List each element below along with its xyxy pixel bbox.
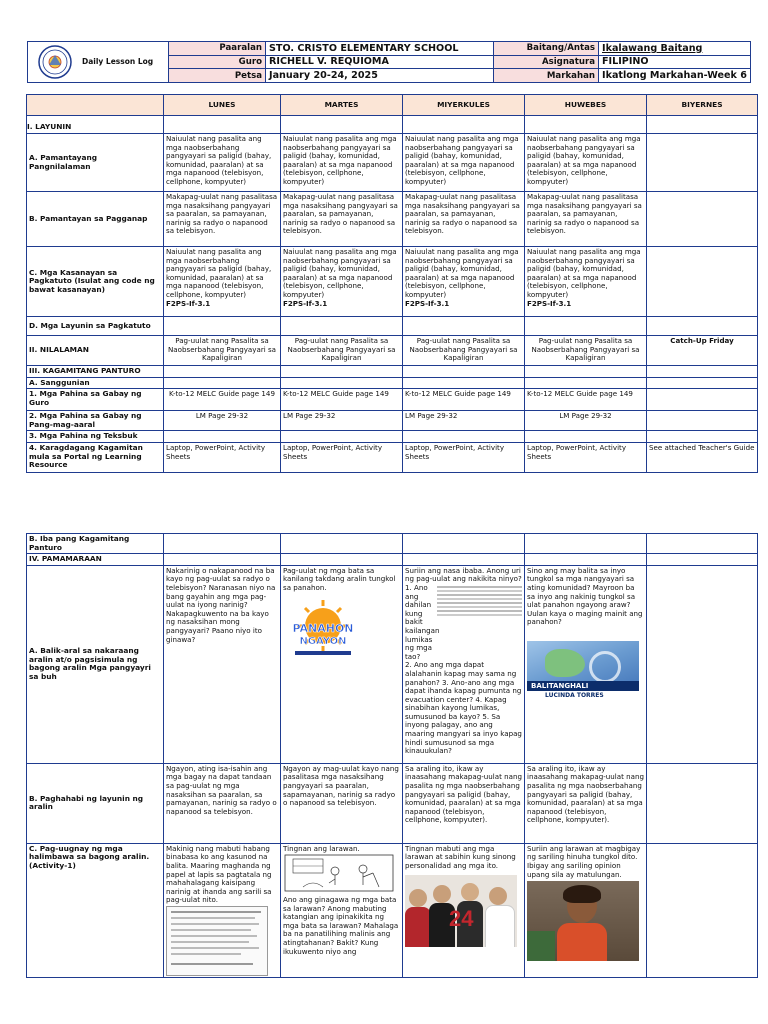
cell-paghahabi-miyerkules: Sa araling ito, ikaw ay inaasahang makapag-uulat nang pasalita ng mga naobserbahang pangyayari sa paligid (bahay, komunidad, paaralan) at sa mga napanood (telebisyon, cellphone, kompyuter). <box>403 763 525 843</box>
row-label-gabay-aaral: 2. Mga Pahina sa Gabay ng Pang-mag-aaral <box>27 411 164 431</box>
row-label-sanggunian: A. Sanggunian <box>27 377 164 389</box>
school-name: STO. CRISTO ELEMENTARY SCHOOL <box>266 42 494 56</box>
markahan-label: Markahan <box>494 69 599 83</box>
row-label-layunin-d: D. Mga Layunin sa Pagkatuto <box>27 317 164 336</box>
teacher-name: RICHELL V. REQUIOMA <box>266 55 494 69</box>
day-header-miyerkules: MIYERKULES <box>403 95 525 116</box>
row-label-pagganap: B. Pamantayan sa Pagganap <box>27 192 164 247</box>
competency-code: F2PS-If-3.1 <box>527 298 572 308</box>
cell-balik-lunes: Nakarinig o nakapanood na ba kayo ng pag-uulat sa radyo o telebisyon? Naranasan niyo na bang gayahin ang mga pag-uulat na iyong narinig? Nakapagkuwento na ba kayo ng nasaksihan mong pangyayari? Paano niyo ito ginawa? <box>164 565 281 763</box>
lesson-table-page1 <box>26 94 758 473</box>
lesson-table-page2 <box>26 533 758 978</box>
document-title: Daily Lesson Log <box>82 57 154 66</box>
logo-text-panahon: PANAHON <box>292 621 354 635</box>
paaralan-label: Paaralan <box>169 42 266 56</box>
cell-pag-uugnay-martes: Tingnan ang larawan. Ano ang ginagawa ng mga bata sa larawan? Anong mabuting katangian ang ipinakikita ng mga bata sa larawan? Mahalaga ba na panatilihing malinis ang atingtahanan? Bakit? Kung ikukuwento niyo ang <box>281 843 403 977</box>
cell-nilalaman-miyerkules: Pag-uulat nang Pasalita sa Naobserbahang Pangyayari sa Kapaligiran <box>403 336 525 366</box>
row-label-nilalaman: II. NILALAMAN <box>27 336 164 366</box>
cell-gabay-aaral-martes: LM Page 29-32 <box>281 411 403 431</box>
cell-see-attached: See attached Teacher's Guide <box>647 442 758 472</box>
cell-nilalaman-lunes: Pag-uulat nang Pasalita sa Naobserbahang Pangyayari sa Kapaligiran <box>164 336 281 366</box>
baitang-label: Baitang/Antas <box>494 42 599 56</box>
cell-pagganap-miyerkules: Makapag-uulat nang pasalitasa mga nasaksihang pangyayari sa paaralan, sa pamayanan, narinig sa radyo o napanood sa telebisyon. <box>403 192 525 247</box>
weather-news-screenshot: BALITANGHALI LUCINDA TORRES <box>527 641 639 701</box>
cell-karagdagang-miyerkules: Laptop, PowerPoint, Activity Sheets <box>403 442 525 472</box>
date-range: January 20-24, 2025 <box>266 69 494 83</box>
quarter-week: Ikatlong Markahan-Week 6 <box>599 69 751 83</box>
cell-kasanayan-lunes: Naiuulat nang pasalita ang mga naobserbahang pangyayari sa paligid (bahay, komunidad, paaralan) at sa mga napanood (telebisyon, cellphone, kompyuter) F2PS-If-3.1 <box>164 247 281 317</box>
cell-pag-uugnay-miyerkules: Tingnan mabuti ang mga larawan at sabihin kung sinong personalidad ang mga ito. 24 <box>403 843 525 977</box>
row-label-kasanayan: C. Mga Kasanayan sa Pagkatuto (Isulat ang code ng bawat kasanayan) <box>27 247 164 317</box>
cell-gabay-aaral-huwebes: LM Page 29-32 <box>525 411 647 431</box>
section-layunin: I. LAYUNIN <box>27 116 164 134</box>
cell-pamantayang-martes: Naiuulat nang pasalita ang mga naobserbahang pangyayari sa paligid (bahay, komunidad, paaralan) at sa mga napanood (telebisyon, cellphone, kompyuter) <box>281 134 403 192</box>
logo-cell <box>27 41 170 83</box>
corner-cell <box>27 95 164 116</box>
cell-gabay-guro-martes: K-to-12 MELC Guide page 149 <box>281 389 403 411</box>
row-label-paghahabi: B. Paghahabi ng layunin ng aralin <box>27 763 164 843</box>
cell-pagganap-martes: Makapag-uulat nang pasalitasa mga nasaksihang pangyayari sa paaralan, sa pamayanan, narinig sa radyo o napanood sa telebisyon. <box>281 192 403 247</box>
worksheet-thumbnail <box>166 906 268 976</box>
row-label-pag-uugnay: C. Pag-uugnay ng mga halimbawa sa bagong aralin. (Activity-1) <box>27 843 164 977</box>
cell-kasanayan-huwebes: Naiuulat nang pasalita ang mga naobserbahang pangyayari sa paligid (bahay, komunidad, paaralan) at sa mga napanood (telebisyon, cellphone, kompyuter) F2PS-If-3.1 <box>525 247 647 317</box>
row-label-karagdagang: 4. Karagdagang Kagamitan mula sa Portal ng Learning Resource <box>27 442 164 472</box>
panahon-ngayon-logo-icon <box>283 596 363 666</box>
cell-gabay-guro-lunes: K-to-12 MELC Guide page 149 <box>164 389 281 411</box>
cell-karagdagang-martes: Laptop, PowerPoint, Activity Sheets <box>281 442 403 472</box>
row-label-teksbuk: 3. Mga Pahina ng Teksbuk <box>27 431 164 443</box>
day-header-lunes: LUNES <box>164 95 281 116</box>
cell-karagdagang-huwebes: Laptop, PowerPoint, Activity Sheets <box>525 442 647 472</box>
children-cleaning-drawing-icon <box>283 853 395 893</box>
news-article-thumbnail <box>435 584 522 661</box>
cell-kasanayan-miyerkules: Naiuulat nang pasalita ang mga naobserbahang pangyayari sa paligid (bahay, komunidad, paaralan) at sa mga napanood (telebisyon, cellphone, kompyuter) F2PS-If-3.1 <box>403 247 525 317</box>
grade-level: Ikalawang Baitang <box>599 42 751 56</box>
child-photo <box>527 881 639 961</box>
row-label-balik-aral: A. Balik-aral sa nakaraang aralin at/o pagsisimula ng bagong aralin Mga pangyayri sa buh <box>27 565 164 763</box>
row-label-pamantayang: A. Pamantayang Pangnilalaman <box>27 134 164 192</box>
cell-pag-uugnay-huwebes: Suriin ang larawan at magbigay ng sariling hinuha tungkol dito. Ibigay ang sariling opinion upang sila ay matulungan. <box>525 843 647 977</box>
logo-text-ngayon: NGAYON <box>299 635 347 647</box>
petsa-label: Petsa <box>169 69 266 83</box>
cell-pagganap-lunes: Makapag-uulat nang pasalitasa mga nasaksihang pangyayari sa paaralan, sa pamayanan, narinig sa radyo o napanood sa telebisyon. <box>164 192 281 247</box>
cell-paghahabi-huwebes: Sa araling ito, ikaw ay inaasahang makapag-uulat nang pasalita ng mga naobserbahang pangyayari sa paligid (bahay, komunidad, paaralan) at sa mga napanood (telebisyon, cellphone, kompyuter). <box>525 763 647 843</box>
subject: FILIPINO <box>599 55 751 69</box>
cell-gabay-aaral-lunes: LM Page 29-32 <box>164 411 281 431</box>
day-header-huwebes: HUWEBES <box>525 95 647 116</box>
cell-pamantayang-huwebes: Naiuulat nang pasalita ang mga naobserbahang pangyayari sa paligid (bahay, komunidad, paaralan) at sa mga napanood (telebisyon, cellphone, kompyuter) <box>525 134 647 192</box>
cell-pamantayang-lunes: Naiuulat nang pasalita ang mga naobserbahang pangyayari sa paligid (bahay, komunidad, paaralan) at sa mga napanood (telebisyon, cellphone, kompyuter) <box>164 134 281 192</box>
day-header-biyernes: BIYERNES <box>647 95 758 116</box>
competency-code: F2PS-If-3.1 <box>283 298 328 308</box>
news-anchors-photo <box>405 875 517 947</box>
row-label-gabay-guro: 1. Mga Pahina sa Gabay ng Guro <box>27 389 164 411</box>
cell-pagganap-huwebes: Makapag-uulat nang pasalitasa mga nasaksihang pangyayari sa paaralan, sa pamayanan, narinig sa radyo o napanood sa telebisyon. <box>525 192 647 247</box>
section-pamamaraan: IV. PAMAMARAAN <box>27 554 164 566</box>
cell-balik-martes: Pag-uulat ng mga bata sa kanilang takdang aralin tungkol sa panahon. PANAHON NGAYON <box>281 565 403 763</box>
cell-pamantayang-miyerkules: Naiuulat nang pasalita ang mga naobserbahang pangyayari sa paligid (bahay, komunidad, paaralan) at sa mga napanood (telebisyon, cellphone, kompyuter) <box>403 134 525 192</box>
deped-seal-icon <box>38 45 72 79</box>
section-kagamitan: III. KAGAMITANG PANTURO <box>27 366 164 378</box>
asignatura-label: Asignatura <box>494 55 599 69</box>
competency-code: F2PS-If-3.1 <box>166 298 211 308</box>
cell-paghahabi-martes: Ngayon ay mag-uulat kayo nang pasalitasa mga nasaksihang pangyayari sa paaralan, sapamayanan, narinig sa radyo o napanood sa telebisyon. <box>281 763 403 843</box>
cell-balik-huwebes: Sino ang may balita sa inyo tungkol sa mga nangyayari sa ating komunidad? Mayroon ba sa inyo ang nakinig tungkol sa ulat panahon ngayong araw? Uulan kaya o maging mainit ang panahon? BALITANGHALI LUCINDA TORRES <box>525 565 647 763</box>
cell-karagdagang-lunes: Laptop, PowerPoint, Activity Sheets <box>164 442 281 472</box>
day-header-martes: MARTES <box>281 95 403 116</box>
logo-24: 24 <box>449 905 474 931</box>
competency-code: F2PS-If-3.1 <box>405 298 450 308</box>
guro-label: Guro <box>169 55 266 69</box>
cell-nilalaman-huwebes: Pag-uulat nang Pasalita sa Naobserbahang Pangyayari sa Kapaligiran <box>525 336 647 366</box>
cell-balik-miyerkules: Suriin ang nasa ibaba. Anong uri ng pag-uulat ang nakikita ninyo? 1. Ano ang dahilan kung bakit kailangan lumikas ng mga tao? 2. Ano ang mga dapat alalahanin kapag may sama ng panahon? 3. Ano-ano ang mga dapat ihanda kapag pumunta ng evacuation center? 4. Kapag sinabihan kayong lumikas, sumusunod ba kayo? 5. Sa inyong palagay, ano ang maaring mangyari sa inyo kapag hindi sumusunod sa mga kinauukulan? <box>403 565 525 763</box>
cell-gabay-guro-huwebes: K-to-12 MELC Guide page 149 <box>525 389 647 411</box>
cell-nilalaman-martes: Pag-uulat nang Pasalita sa Naobserbahang Pangyayari sa Kapaligiran <box>281 336 403 366</box>
cell-kasanayan-martes: Naiuulat nang pasalita ang mga naobserbahang pangyayari sa paligid (bahay, komunidad, paaralan) at sa mga napanood (telebisyon, cellphone, kompyuter) F2PS-If-3.1 <box>281 247 403 317</box>
header-table <box>168 41 751 83</box>
cell-catchup-friday: Catch-Up Friday <box>647 336 758 366</box>
cell-paghahabi-lunes: Ngayon, ating isa-isahin ang mga bagay na dapat tandaan sa pag-uulat ng mga nasaksihan sa paaralan, sa pamayanan, narinig sa radyo o napanood sa telebisyon. <box>164 763 281 843</box>
cell-gabay-guro-miyerkules: K-to-12 MELC Guide page 149 <box>403 389 525 411</box>
row-label-iba-kagamitan: B. Iba pang Kagamitang Panturo <box>27 534 164 554</box>
cell-pag-uugnay-lunes: Makinig nang mabuti habang binabasa ko ang kasunod na balita. Maaring maghanda ng papel at lapis sa pagtatala ng mahahalagang kaisipang narinig at ihanda ang sarili sa pag-uulat nito. <box>164 843 281 977</box>
cell-gabay-aaral-miyerkules: LM Page 29-32 <box>403 411 525 431</box>
